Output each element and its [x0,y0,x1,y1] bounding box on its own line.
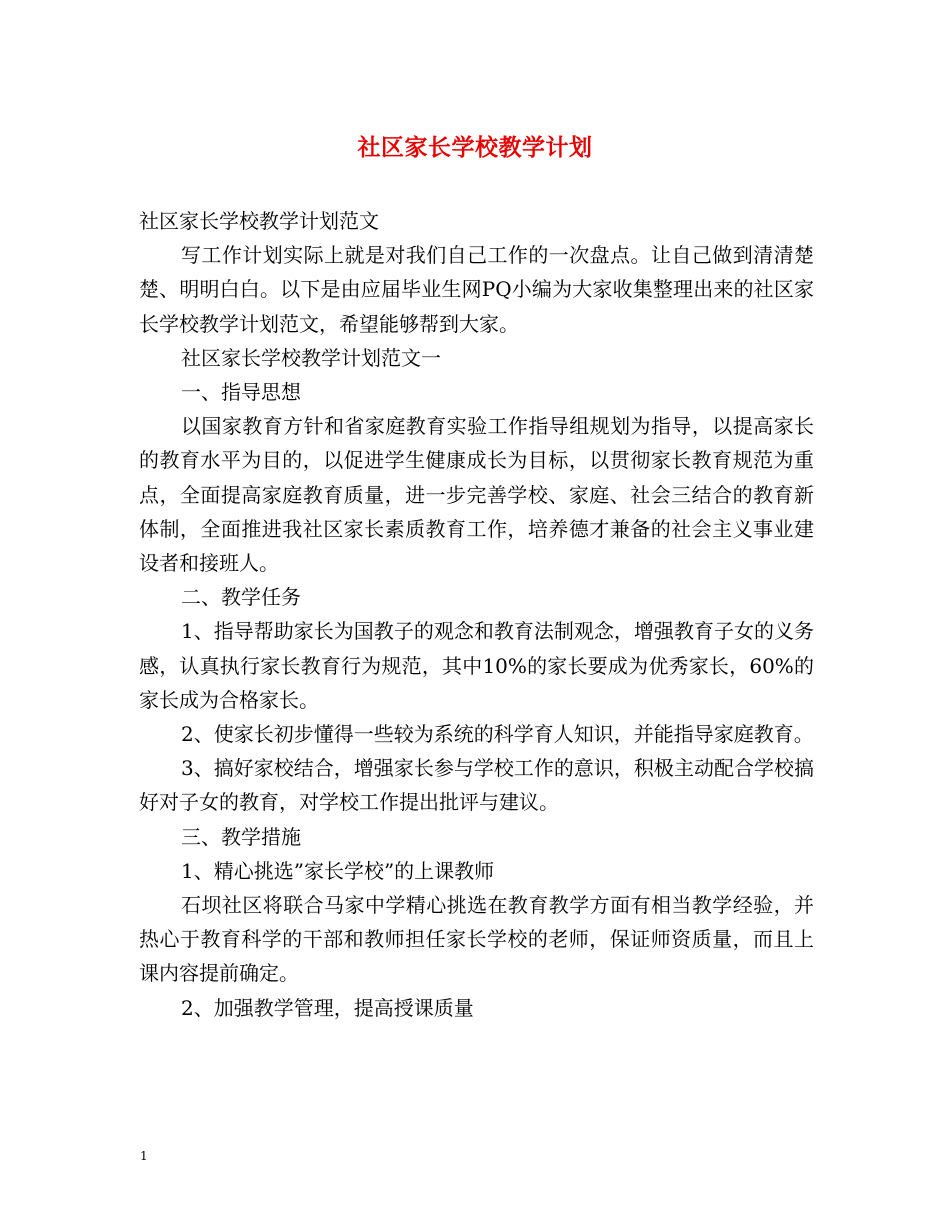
intro-paragraph: 写工作计划实际上就是对我们自己工作的一次盘点。让自己做到清清楚楚、明明白白。以下是由应届毕业生网PQ小编为大家收集整理出来的社区家长学校教学计划范文，希望能够帮到大家。 [139,243,814,336]
page-number: 1 [140,1149,148,1163]
document-title: 社区家长学校教学计划 [357,134,593,161]
task-paragraph-1: 1、指导帮助家长为国教子的观念和教育法制观念，增强教育子女的义务感，认真执行家长教育行为规范，其中10%的家长要成为优秀家长，60%的家长成为合格家长。 [139,619,814,712]
document-body [139,204,814,1025]
section-heading-teaching-measures: 三、教学措施 [181,824,301,849]
subtitle-paragraph: 社区家长学校教学计划范文 [139,209,379,233]
task-paragraph-3: 3、搞好家校结合，增强家长参与学校工作的意识，积极主动配合学校搞好对子女的教育，对学校工作提出批评与建议。 [139,756,814,815]
section-heading-plan-one: 社区家长学校教学计划范文一 [181,345,441,370]
section-heading-guiding-ideology: 一、指导思想 [181,380,301,405]
guiding-ideology-paragraph: 以国家教育方针和省家庭教育实验工作指导组规划为指导，以提高家长的教育水平为目的，以促进学生健康成长为目标，以贯彻家长教育规范为重点，全面提高家庭教育质量，进一步完善学校、家庭、社会三结合的教育新体制，全面推进我社区家长素质教育工作，培养德才兼备的社会主义事业建设者和接班人。 [139,414,814,576]
section-heading-teaching-tasks: 二、教学任务 [181,585,301,610]
measure-heading-2: 2、加强教学管理，提高授课质量 [181,995,474,1020]
measure-paragraph-1: 石坝社区将联合马家中学精心挑选在教育教学方面有相当教学经验，并热心于教育科学的干部和教师担任家长学校的老师，保证师资质量，而且上课内容提前确定。 [139,893,814,986]
task-paragraph-2: 2、使家长初步懂得一些较为系统的科学育人知识，并能指导家庭教育。 [181,722,814,747]
measure-heading-1: 1、精心挑选”家长学校”的上课教师 [181,858,495,883]
